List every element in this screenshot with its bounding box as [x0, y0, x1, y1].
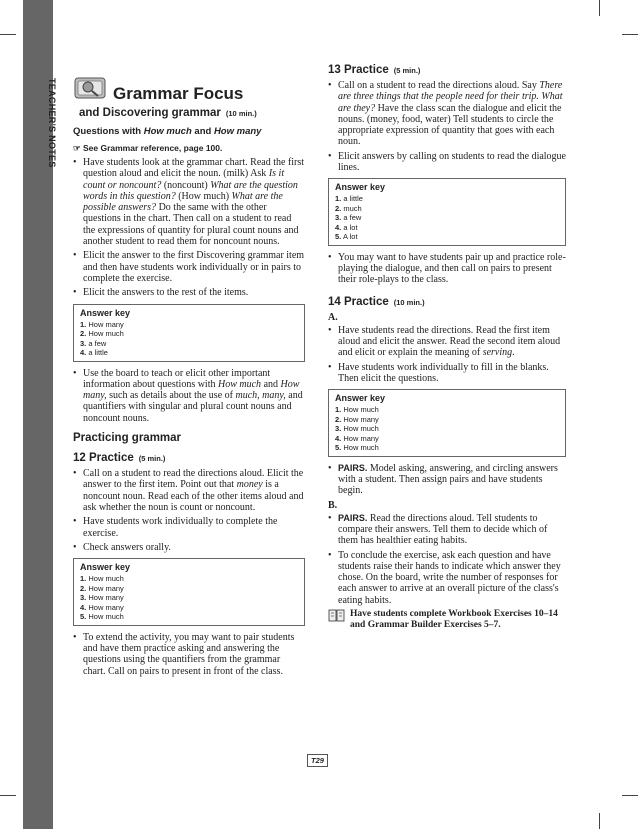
answer-key-item: 2. How many	[80, 583, 124, 593]
answer-key-item: 4. a little	[80, 348, 108, 358]
answer-key-item: 4. How many	[80, 602, 124, 612]
workbook-note: Have students complete Workbook Exercises 10–14 and Grammar Builder Exercises 5–7.	[328, 609, 566, 631]
list-item: • You may want to have students pair up and practice role-playing the dialogue, and then call on pairs to present their role-plays to the class.	[328, 252, 566, 286]
answer-key-item: 2. much	[335, 203, 362, 213]
answer-key-item: 1. How many	[80, 319, 124, 329]
answer-key-item: 3. How many	[80, 593, 124, 603]
practice-12-heading: 12 Practice (5 min.)	[73, 452, 166, 465]
magnifier-book-icon	[73, 72, 107, 102]
grammar-bullets-2	[73, 368, 305, 424]
answer-key-box	[73, 558, 305, 626]
part-b-label: B.	[328, 499, 338, 511]
practice-13-heading: 13 Practice (5 min.)	[328, 64, 421, 76]
crop-mark	[0, 34, 16, 35]
practice-12-bullets	[73, 468, 305, 553]
list-item: • Have students work individually to complete the exercise.	[73, 516, 305, 539]
crop-mark	[599, 813, 600, 829]
list-item: • Have students read the directions. Read the first item aloud and elicit the answer. Read the second item aloud and elicit or explain the meaning of serving.	[328, 325, 566, 359]
grammar-focus-header	[73, 70, 305, 126]
answer-key-item: 1. How much	[80, 574, 124, 584]
list-item: • Elicit the answers to the rest of the items.	[73, 287, 305, 298]
practice-14-heading: 14 Practice (10 min.)	[328, 295, 425, 308]
page-number: T29	[307, 754, 328, 767]
list-item: • To extend the activity, you may want to pair students and have them practice asking and answering the questions using the quantifiers from the grammar chart. Call on pairs to present in front of the class.	[73, 632, 305, 677]
practice-14-a-bullets-2	[328, 463, 566, 497]
list-item: • Check answers orally.	[73, 542, 305, 553]
list-item: • Elicit answers by calling on students to read the dialogue lines.	[328, 151, 566, 174]
list-item: • Use the board to teach or elicit other important information about questions with How much and How many, such as details about the use of much, many, and quantifiers with singular and plural count nouns and noncount nouns.	[73, 368, 305, 424]
list-item: • Call on a student to read the directions aloud. Say There are three things that the people need for their trip. What are they? Have the class scan the dialogue and elicit the nouns. (money, food, water) Tell students to circle the appropriate expression of quantity that goes with each noun.	[328, 80, 566, 148]
list-item: • To conclude the exercise, ask each question and have students raise their hands to indicate which answer they chose. On the board, write the number of responses for each answer to arrive at an overall picture of the class's eating habits.	[328, 550, 566, 606]
pointing-hand-icon: ☞	[73, 143, 83, 153]
answer-key-title: Answer key	[335, 393, 386, 404]
practice-13-bullets-2	[328, 252, 566, 286]
grammar-bullets	[73, 157, 305, 299]
answer-key-item: 2. How much	[80, 329, 124, 339]
list-item: • Call on a student to read the directions aloud. Elicit the answer to the first item. Point out that money is a noncount noun. Read each of the other items aloud and ask whether the noun is count or noncount.	[73, 468, 305, 513]
answer-key-item: 3. a few	[80, 338, 107, 348]
crop-mark	[622, 34, 638, 35]
practice-14-b-bullets	[328, 513, 566, 606]
answer-key-box	[328, 389, 566, 457]
answer-key-item: 5. How much	[335, 443, 379, 453]
answer-key-item: 3. How much	[335, 424, 379, 434]
workbook-icon	[328, 609, 346, 622]
answer-key-box	[73, 304, 305, 362]
practice-14-a-bullets	[328, 325, 566, 384]
answer-key-item: 1. How much	[335, 405, 379, 415]
part-a-label: A.	[328, 311, 338, 323]
answer-key-item: 4. a lot	[335, 222, 358, 232]
practicing-grammar-heading: Practicing grammar	[73, 432, 182, 445]
grammar-reference: ☞ See Grammar reference, page 100.	[73, 143, 223, 153]
answer-key-box	[328, 178, 566, 246]
answer-key-item: 2. How many	[335, 414, 379, 424]
crop-mark	[599, 0, 600, 16]
section-subheading: Questions with How much and How many	[73, 126, 262, 137]
answer-key-item: 1. a little	[335, 194, 363, 204]
list-item: • PAIRS. Read the directions aloud. Tell students to compare their answers. Tell them to decide which of them has healthier eating habits.	[328, 513, 566, 547]
grammar-focus-subtitle: and Discovering grammar (10 min.)	[79, 107, 257, 119]
grammar-focus-title: Grammar Focus	[113, 84, 244, 103]
answer-key-item: 4. How many	[335, 433, 379, 443]
practice-13-bullets	[328, 80, 566, 173]
answer-key-item: 3. a few	[335, 213, 362, 223]
answer-key-title: Answer key	[80, 307, 131, 318]
practice-12-bullets-2	[73, 632, 305, 677]
answer-key-title: Answer key	[335, 182, 386, 193]
list-item: • Have students look at the grammar chart. Read the first question aloud and elicit the noun. (milk) Ask Is it count or noncount? (noncount) What are the question words in this question? (How much) What are the possible answers? Do the same with the other questions in the chart. Then call on a student to read the expressions of quantity for plural count nouns and another student to read them for noncount nouns.	[73, 157, 305, 247]
right-column	[328, 64, 566, 631]
answer-key-item: 5. A lot	[335, 232, 358, 242]
left-column	[73, 70, 305, 680]
crop-mark	[0, 795, 16, 796]
list-item: • PAIRS. Model asking, answering, and circling answers with a student. Then assign pairs and have students begin.	[328, 463, 566, 497]
list-item: • Elicit the answer to the first Discovering grammar item and then have students work individually or in pairs to complete the exercise.	[73, 250, 305, 284]
teachers-notes-label: TEACHER'S NOTES	[47, 78, 57, 168]
answer-key-item: 5. How much	[80, 612, 124, 622]
list-item: • Have students work individually to fill in the blanks. Then elicit the questions.	[328, 362, 566, 385]
crop-mark	[622, 795, 638, 796]
answer-key-title: Answer key	[80, 562, 131, 573]
